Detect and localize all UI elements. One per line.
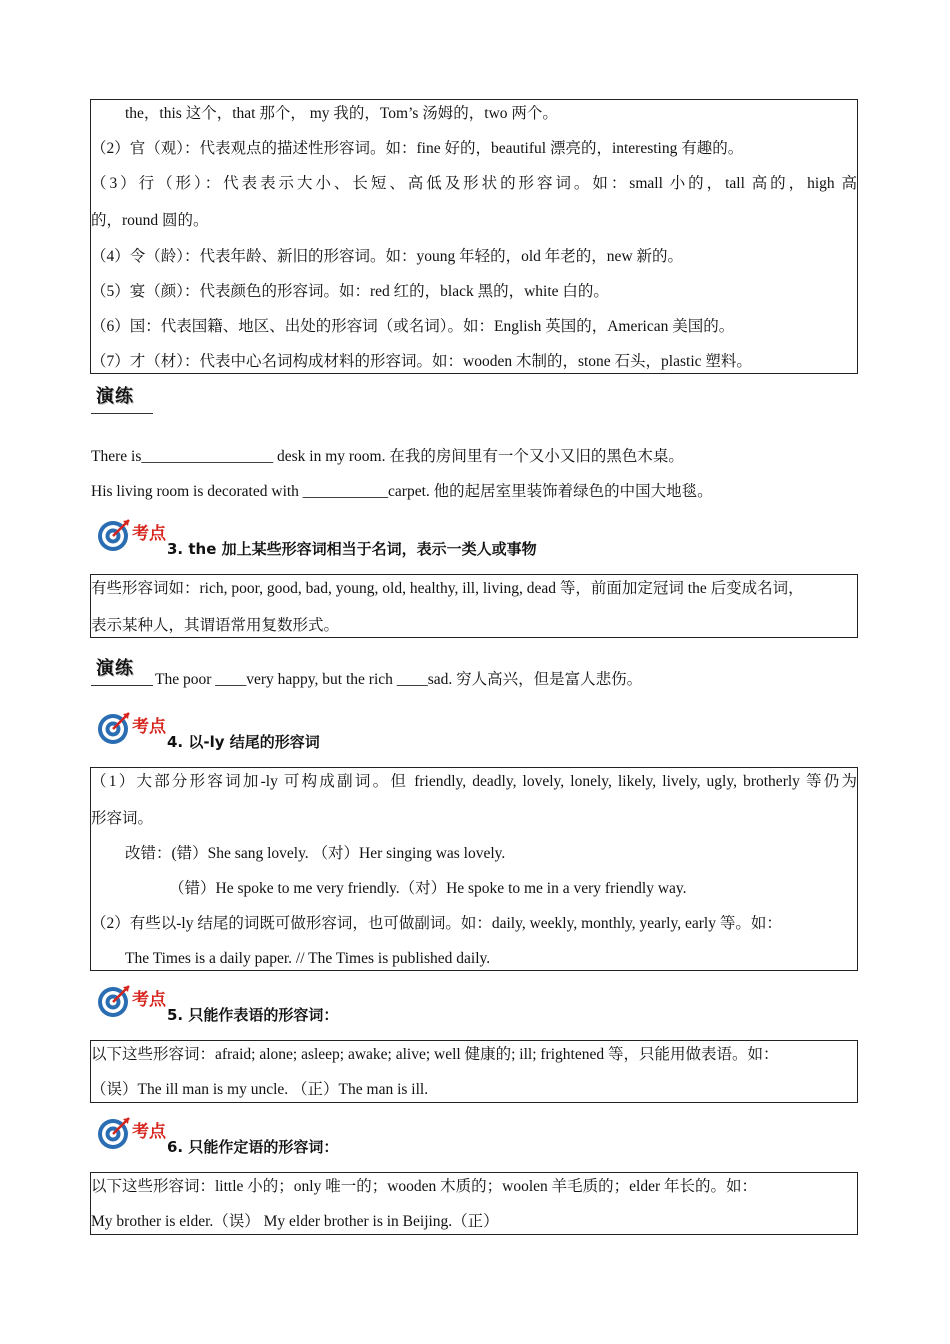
section3-box <box>90 574 858 638</box>
target-icon <box>96 1115 132 1151</box>
section3-line1: 有些形容词如：rich, poor, good, bad, young, old, healthy, ill, living, dead 等，前面加定冠词 the 后变成名词， <box>91 580 804 597</box>
practice-badge <box>91 657 153 686</box>
kaodian-label: 考点 <box>132 990 166 1010</box>
practice-badge <box>91 385 153 414</box>
section5-heading: 5. 只能作表语的形容词： <box>167 1006 339 1024</box>
section3-practice: The poor ____very happy, but the rich ____sad. 穷人高兴，但是富人悲伤。 <box>155 671 643 688</box>
kaodian-badge <box>96 515 174 555</box>
practice-badge-label: 演练 <box>96 386 134 407</box>
section5-line2: （误）The ill man is my uncle. （正）The man is ill. <box>91 1081 429 1098</box>
box1-line2: （2）官（观）：代表观点的描述性形容词。如：fine 好的，beautiful 漂亮的，interesting 有趣的。 <box>91 140 744 157</box>
box1-line1: the，this 这个，that 那个， my 我的，Tom’s 汤姆的，two 两个。 <box>125 105 558 122</box>
box1-line4: 的，round 圆的。 <box>91 212 209 229</box>
section4-line1: （1）大部分形容词加-ly 可构成副词。但 friendly, deadly, lovely, lonely, likely, lively, ugly, brotherly 等仍为 <box>91 773 857 790</box>
kaodian-badge <box>96 981 174 1021</box>
section4-box <box>90 767 858 971</box>
section4-line3: 改错：(错）She sang lovely. （对）Her singing was lovely. <box>125 845 506 862</box>
practice1-line1: There is_________________ desk in my room. 在我的房间里有一个又小又旧的黑色木桌。 <box>91 448 684 465</box>
section6-line1: 以下这些形容词：little 小的；only 唯一的；wooden 木质的；woolen 羊毛质的；elder 年长的。如： <box>91 1178 758 1195</box>
target-icon <box>96 517 132 553</box>
target-icon <box>96 710 132 746</box>
kaodian-badge <box>96 1113 174 1153</box>
box1-line3: （3）行（形）：代表表示大小、长短、高低及形状的形容词。如：small 小的，tall 高的，high 高 <box>91 175 857 192</box>
practice-badge-label: 演练 <box>96 658 134 679</box>
kaodian-label: 考点 <box>132 1122 166 1142</box>
section4-line2: 形容词。 <box>91 810 154 827</box>
section4-line6: The Times is a daily paper. // The Times is published daily. <box>125 950 491 967</box>
adjective-order-box <box>90 99 858 374</box>
box1-line5: （4）令（龄）：代表年龄、新旧的形容词。如：young 年轻的，old 年老的，new 新的。 <box>91 248 684 265</box>
section4-line4: （错）He spoke to me very friendly.（对）He spoke to me in a very friendly way. <box>169 880 687 897</box>
box1-line7: （6）国：代表国籍、地区、出处的形容词（或名词）。如：English 英国的，American 美国的。 <box>91 318 735 335</box>
box1-line8: （7）才（材）：代表中心名词构成材料的形容词。如：wooden 木制的，stone 石头，plastic 塑料。 <box>91 353 752 370</box>
box1-line6: （5）宴（颜）：代表颜色的形容词。如：red 红的，black 黑的，white 白的。 <box>91 283 609 300</box>
section5-line1: 以下这些形容词：afraid; alone; asleep; awake; alive; well 健康的; ill; frightened 等，只能用做表语。如： <box>91 1046 779 1063</box>
section6-box <box>90 1172 858 1235</box>
kaodian-label: 考点 <box>132 717 166 737</box>
section5-box <box>90 1040 858 1103</box>
section3-line2: 表示某种人，其谓语常用复数形式。 <box>91 617 340 634</box>
section6-line2: My brother is elder.（误） My elder brother is in Beijing.（正） <box>91 1213 499 1230</box>
section6-heading: 6. 只能作定语的形容词： <box>167 1138 339 1156</box>
kaodian-label: 考点 <box>132 524 166 544</box>
section4-line5: （2）有些以-ly 结尾的词既可做形容词，也可做副词。如：daily, weekly, monthly, yearly, early 等。如： <box>91 915 782 932</box>
kaodian-badge <box>96 708 174 748</box>
practice1-line2: His living room is decorated with ___________carpet. 他的起居室里装饰着绿色的中国大地毯。 <box>91 483 713 500</box>
section3-heading: 3. the 加上某些形容词相当于名词，表示一类人或事物 <box>167 540 537 558</box>
section4-heading: 4. 以-ly 结尾的形容词 <box>167 733 320 751</box>
target-icon <box>96 983 132 1019</box>
